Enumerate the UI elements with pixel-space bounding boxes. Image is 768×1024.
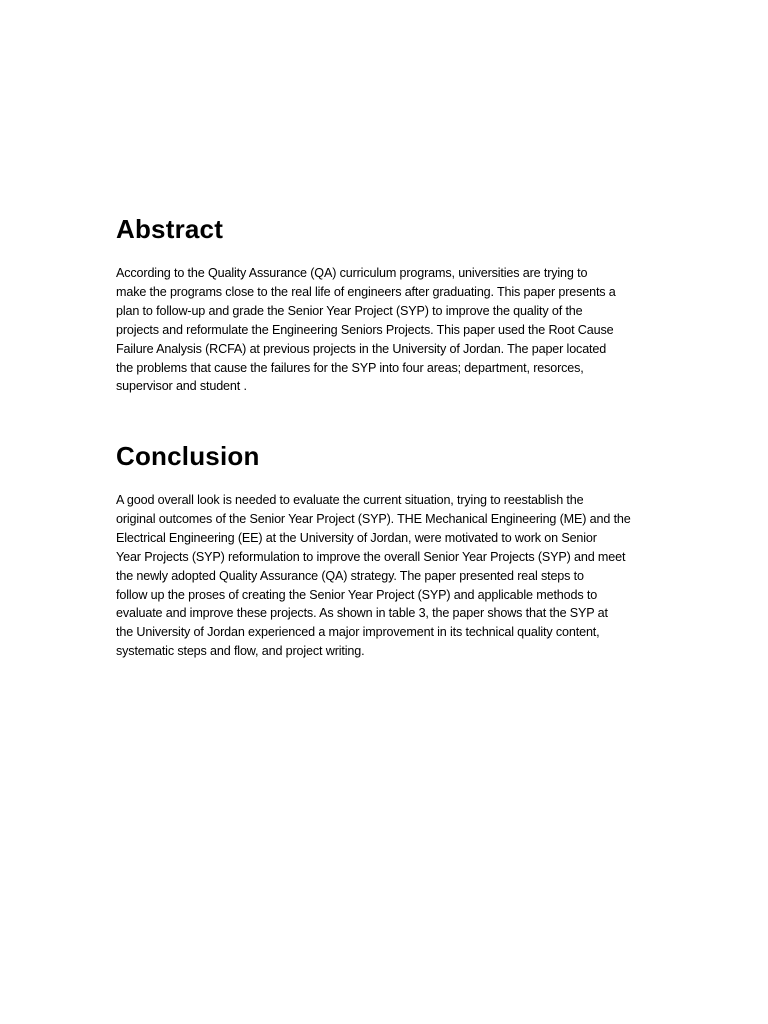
abstract-line: plan to follow-up and grade the Senior Year Project (SYP) to improve the quality of the: [116, 303, 583, 318]
abstract-line: projects and reformulate the Engineering Seniors Projects. This paper used the Root Cause: [116, 322, 614, 337]
conclusion-line: systematic steps and flow, and project writing.: [116, 644, 365, 659]
conclusion-line: Year Projects (SYP) reformulation to improve the overall Senior Year Projects (SYP) and meet: [116, 549, 626, 564]
abstract-line: According to the Quality Assurance (QA) curriculum programs, universities are trying to: [116, 266, 588, 280]
conclusion-line: follow up the proses of creating the Senior Year Project (SYP) and applicable methods to: [116, 587, 598, 602]
abstract-section: [116, 212, 656, 396]
conclusion-heading: Conclusion: [116, 441, 260, 471]
conclusion-line: Electrical Engineering (EE) at the University of Jordan, were motivated to work on Senior: [116, 530, 597, 545]
conclusion-line: evaluate and improve these projects. As shown in table 3, the paper shows that the SYP at: [116, 606, 608, 621]
abstract-line: supervisor and student .: [116, 379, 247, 394]
abstract-line: make the programs close to the real life of engineers after graduating. This paper presents a: [116, 284, 616, 299]
abstract-line: the problems that cause the failures for the SYP into four areas; department, resorces,: [116, 360, 584, 375]
conclusion-paragraph: [116, 491, 656, 661]
conclusion-line: original outcomes of the Senior Year Project (SYP). THE Mechanical Engineering (ME) and the: [116, 511, 631, 526]
abstract-paragraph: [116, 264, 656, 396]
conclusion-line: A good overall look is needed to evaluate the current situation, trying to reestablish the: [116, 493, 584, 507]
conclusion-line: the newly adopted Quality Assurance (QA) strategy. The paper presented real steps to: [116, 568, 584, 583]
abstract-heading: Abstract: [116, 214, 224, 244]
abstract-line: Failure Analysis (RCFA) at previous projects in the University of Jordan. The paper located: [116, 341, 607, 356]
conclusion-section: [116, 439, 656, 661]
conclusion-line: the University of Jordan experienced a major improvement in its technical quality content,: [116, 625, 600, 640]
